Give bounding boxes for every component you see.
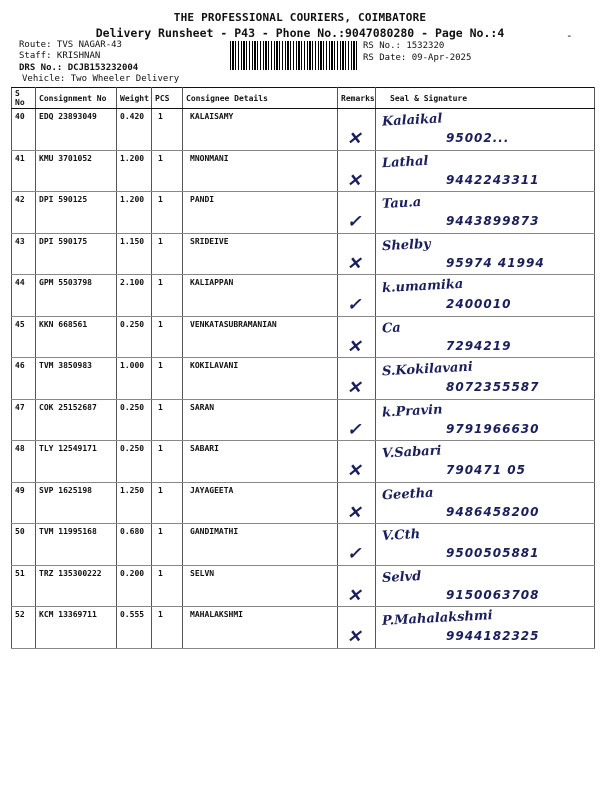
cell-sno: 50 (12, 524, 36, 566)
cell-sno: 46 (12, 358, 36, 400)
cell-remarks (338, 316, 376, 358)
report-subtitle: Delivery Runsheet - P43 - Phone No.:9047080280 - Page No.:4 (95, 26, 505, 40)
cell-weight: 2.100 (117, 275, 152, 317)
cell-signature (376, 358, 595, 400)
handwritten-phone: 9500505881 (446, 546, 540, 560)
cell-consignee: MNONMANI (183, 150, 338, 192)
table-row (12, 150, 595, 192)
cell-signature (376, 192, 595, 234)
cell-consignment: TLY 12549171 (36, 441, 117, 483)
col-signature: Seal & Signature (376, 88, 595, 109)
vehicle-label: Vehicle: Two Wheeler Delivery (22, 74, 180, 84)
cell-consignee: KOKILAVANI (183, 358, 338, 400)
cell-remarks (338, 565, 376, 607)
cell-remarks (338, 192, 376, 234)
cell-signature (376, 524, 595, 566)
cell-weight: 1.000 (117, 358, 152, 400)
handwritten-phone: 9150063708 (446, 587, 540, 602)
cell-sno: 48 (12, 441, 36, 483)
cell-pcs: 1 (152, 524, 183, 566)
cell-consignee: SARAN (183, 399, 338, 441)
table-row (12, 192, 595, 234)
cell-remarks (338, 109, 376, 151)
signature-scrawl: Selvd (381, 568, 422, 586)
cell-consignee: SABARI (183, 441, 338, 483)
drs-number: DRS No.: DCJB153232004 (19, 63, 139, 73)
cell-consignee: MAHALAKSHMI (183, 607, 338, 649)
cell-pcs: 1 (152, 233, 183, 275)
cell-signature (376, 441, 595, 483)
handwritten-phone: 8072355587 (446, 380, 540, 394)
cell-pcs: 1 (152, 565, 183, 607)
remark-mark: ✕ (347, 336, 362, 357)
handwritten-phone: 7294219 (446, 338, 512, 353)
cell-signature (376, 607, 595, 649)
cell-signature (376, 275, 595, 317)
cell-weight: 1.200 (117, 192, 152, 234)
remark-mark: ✓ (347, 419, 362, 440)
col-sno: S No (12, 88, 36, 109)
table-header-row (12, 88, 595, 109)
cell-sno: 51 (12, 565, 36, 607)
cell-consignee: JAYAGEETA (183, 482, 338, 524)
remark-mark: ✕ (347, 585, 362, 606)
handwritten-phone: 9442243311 (446, 172, 540, 187)
cell-pcs: 1 (152, 441, 183, 483)
cell-sno: 40 (12, 109, 36, 151)
signature-scrawl: Shelby (381, 236, 432, 254)
signature-scrawl: k.umamika (381, 276, 464, 297)
handwritten-phone: 9486458200 (446, 504, 540, 519)
cell-signature (376, 482, 595, 524)
signature-scrawl: Tau.a (381, 194, 422, 213)
cell-consignment: DPI 590125 (36, 192, 117, 234)
handwritten-phone: 9443899873 (446, 214, 540, 228)
cell-consignee: KALAISAMY (183, 109, 338, 151)
cell-remarks (338, 275, 376, 317)
remark-mark: ✕ (347, 129, 362, 149)
cell-remarks (338, 607, 376, 649)
handwritten-phone: 790471 05 (446, 463, 526, 477)
cell-pcs: 1 (152, 109, 183, 151)
signature-scrawl: Geetha (381, 485, 434, 503)
cell-consignee: GANDIMATHI (183, 524, 338, 566)
cell-remarks (338, 150, 376, 192)
cell-sno: 42 (12, 192, 36, 234)
table-row (12, 565, 595, 607)
table-row (12, 358, 595, 400)
cell-weight: 0.420 (117, 109, 152, 151)
cell-consignment: EDQ 23893049 (36, 109, 117, 151)
cell-consignment: GPM 5503798 (36, 275, 117, 317)
table-row (12, 316, 595, 358)
remark-mark: ✓ (347, 544, 362, 564)
col-remarks: Remarks (338, 88, 376, 109)
cell-remarks (338, 524, 376, 566)
report-title: THE PROFESSIONAL COURIERS, COIMBATORE (173, 11, 427, 24)
col-pcs: PCS (152, 88, 183, 109)
handwritten-phone: 9791966630 (446, 421, 540, 436)
cell-consignee: VENKATASUBRAMANIAN (183, 316, 338, 358)
remark-mark: ✕ (347, 502, 362, 523)
cell-consignment: SVP 1625198 (36, 482, 117, 524)
cell-consignee: PANDI (183, 192, 338, 234)
signature-scrawl: V.Sabari (381, 443, 442, 462)
barcode (230, 41, 358, 70)
cell-consignment: KMU 3701052 (36, 150, 117, 192)
cell-weight: 0.250 (117, 316, 152, 358)
col-consignee: Consignee Details (183, 88, 338, 109)
cell-weight: 1.150 (117, 233, 152, 275)
cell-sno: 45 (12, 316, 36, 358)
remark-mark: ✕ (347, 627, 362, 647)
handwritten-phone: 9944182325 (446, 629, 540, 643)
signature-scrawl: S.Kokilavani (381, 359, 474, 380)
cell-pcs: 1 (152, 399, 183, 441)
handwritten-phone: 2400010 (446, 297, 512, 311)
table-row (12, 399, 595, 441)
rs-number: RS No.: 1532320 (363, 41, 445, 51)
cell-pcs: 1 (152, 275, 183, 317)
cell-weight: 0.680 (117, 524, 152, 566)
col-weight: Weight (117, 88, 152, 109)
cell-sno: 44 (12, 275, 36, 317)
cell-pcs: 1 (152, 192, 183, 234)
remark-mark: ✓ (347, 212, 362, 232)
cell-pcs: 1 (152, 316, 183, 358)
cell-weight: 0.555 (117, 607, 152, 649)
table-row (12, 275, 595, 317)
signature-scrawl: k.Pravin (381, 401, 443, 421)
table-row (12, 607, 595, 649)
remark-mark: ✕ (347, 378, 362, 398)
remark-mark: ✕ (347, 461, 362, 481)
cell-consignee: KALIAPPAN (183, 275, 338, 317)
cell-weight: 1.250 (117, 482, 152, 524)
cell-signature (376, 150, 595, 192)
cell-consignment: KCM 13369711 (36, 607, 117, 649)
cell-consignment: COK 25152687 (36, 399, 117, 441)
cell-pcs: 1 (152, 607, 183, 649)
cell-pcs: 1 (152, 358, 183, 400)
cell-remarks (338, 399, 376, 441)
table-row (12, 441, 595, 483)
cell-sno: 49 (12, 482, 36, 524)
remark-mark: ✕ (347, 170, 362, 191)
handwritten-phone: 95974 41994 (446, 255, 545, 270)
corner-dash: - (566, 29, 573, 42)
route-label: Route: TVS NAGAR-43 (19, 40, 122, 50)
cell-consignment: DPI 590175 (36, 233, 117, 275)
cell-pcs: 1 (152, 150, 183, 192)
cell-sno: 52 (12, 607, 36, 649)
col-consignment: Consignment No (36, 88, 117, 109)
cell-signature (376, 109, 595, 151)
cell-signature (376, 565, 595, 607)
signature-scrawl: Kalaikal (381, 111, 443, 130)
cell-signature (376, 316, 595, 358)
cell-consignment: TVM 3850983 (36, 358, 117, 400)
signature-scrawl: V.Cth (381, 527, 421, 544)
cell-consignment: TRZ 135300222 (36, 565, 117, 607)
rs-date: RS Date: 09-Apr-2025 (363, 53, 472, 63)
table-row (12, 482, 595, 524)
cell-remarks (338, 441, 376, 483)
cell-remarks (338, 233, 376, 275)
cell-weight: 1.200 (117, 150, 152, 192)
cell-consignee: SELVN (183, 565, 338, 607)
cell-weight: 0.250 (117, 441, 152, 483)
signature-scrawl: Lathal (381, 153, 429, 171)
cell-sno: 47 (12, 399, 36, 441)
cell-pcs: 1 (152, 482, 183, 524)
table-row (12, 233, 595, 275)
table-row (12, 524, 595, 566)
cell-weight: 0.200 (117, 565, 152, 607)
remark-mark: ✕ (347, 253, 362, 274)
cell-consignment: KKN 668561 (36, 316, 117, 358)
runsheet-table (11, 87, 595, 649)
cell-signature (376, 399, 595, 441)
signature-scrawl: P.Mahalakshmi (381, 608, 493, 629)
cell-weight: 0.250 (117, 399, 152, 441)
table-row (12, 109, 595, 151)
staff-label: Staff: KRISHNAN (19, 51, 101, 61)
cell-remarks (338, 358, 376, 400)
cell-sno: 41 (12, 150, 36, 192)
handwritten-phone: 95002... (446, 131, 510, 145)
cell-sno: 43 (12, 233, 36, 275)
cell-remarks (338, 482, 376, 524)
cell-consignment: TVM 11995168 (36, 524, 117, 566)
cell-signature (376, 233, 595, 275)
signature-scrawl: Ca (381, 320, 402, 336)
remark-mark: ✓ (347, 295, 362, 315)
cell-consignee: SRIDEIVE (183, 233, 338, 275)
